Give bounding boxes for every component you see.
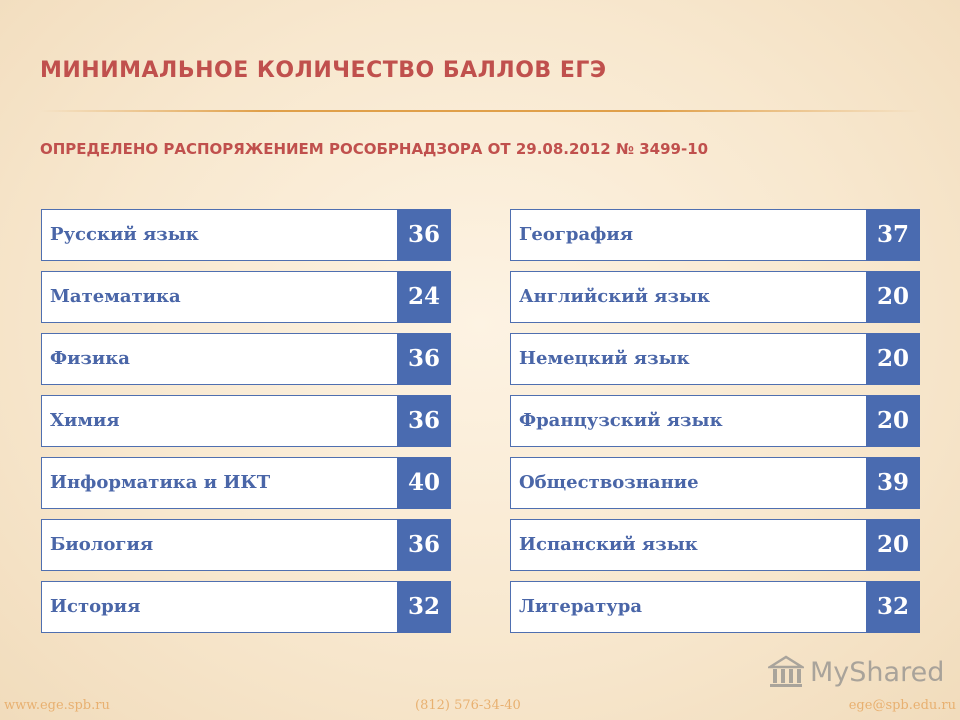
subject-name: Биология	[50, 534, 154, 555]
subject-row	[41, 209, 451, 261]
subject-score: 20	[866, 271, 920, 323]
right-subject-column	[510, 209, 920, 643]
subject-row	[41, 457, 451, 509]
subject-row	[510, 333, 920, 385]
subject-name: Информатика и ИКТ	[50, 472, 271, 493]
subject-score: 20	[866, 333, 920, 385]
subject-score: 24	[397, 271, 451, 323]
subject-row	[41, 581, 451, 633]
footer-email[interactable]: ege@spb.edu.ru	[848, 698, 956, 713]
subject-score: 32	[397, 581, 451, 633]
subject-name: Литература	[519, 596, 643, 617]
building-icon	[768, 655, 804, 689]
subject-score: 20	[866, 395, 920, 447]
subject-score: 36	[397, 333, 451, 385]
subject-score: 39	[866, 457, 920, 509]
left-subject-column	[41, 209, 451, 643]
subject-row	[41, 333, 451, 385]
subject-name: Математика	[50, 286, 181, 307]
subject-score: 37	[866, 209, 920, 261]
subject-score: 32	[866, 581, 920, 633]
watermark-text: MyShared	[810, 656, 945, 688]
page-subtitle: ОПРЕДЕЛЕНО РАСПОРЯЖЕНИЕМ РОСОБРНАДЗОРА ОТ 29.08.2012 № 3499-10	[40, 140, 709, 158]
subject-score: 36	[397, 209, 451, 261]
subject-row	[510, 209, 920, 261]
subject-row	[41, 271, 451, 323]
subject-row	[41, 395, 451, 447]
subject-score: 40	[397, 457, 451, 509]
subject-name: История	[50, 596, 141, 617]
footer-phone: (812) 576-34-40	[415, 698, 521, 713]
page-title: МИНИМАЛЬНОЕ КОЛИЧЕСТВО БАЛЛОВ ЕГЭ	[40, 58, 607, 83]
myshared-watermark	[768, 652, 944, 692]
title-divider	[40, 110, 920, 112]
subject-score: 20	[866, 519, 920, 571]
subject-score: 36	[397, 395, 451, 447]
subject-name: Испанский язык	[519, 534, 698, 555]
subject-name: Немецкий язык	[519, 348, 690, 369]
subject-name: География	[519, 224, 634, 245]
subject-name: Русский язык	[50, 224, 199, 245]
subject-score: 36	[397, 519, 451, 571]
subject-row	[510, 395, 920, 447]
subject-row	[510, 271, 920, 323]
subject-row	[510, 457, 920, 509]
footer-website[interactable]: www.ege.spb.ru	[4, 698, 110, 713]
subject-row	[510, 519, 920, 571]
subject-name: Химия	[50, 410, 120, 431]
subject-row	[510, 581, 920, 633]
subject-name: Обществознание	[519, 472, 699, 493]
subject-row	[41, 519, 451, 571]
subject-name: Физика	[50, 348, 130, 369]
subject-name: Французский язык	[519, 410, 723, 431]
subject-name: Английский язык	[519, 286, 711, 307]
